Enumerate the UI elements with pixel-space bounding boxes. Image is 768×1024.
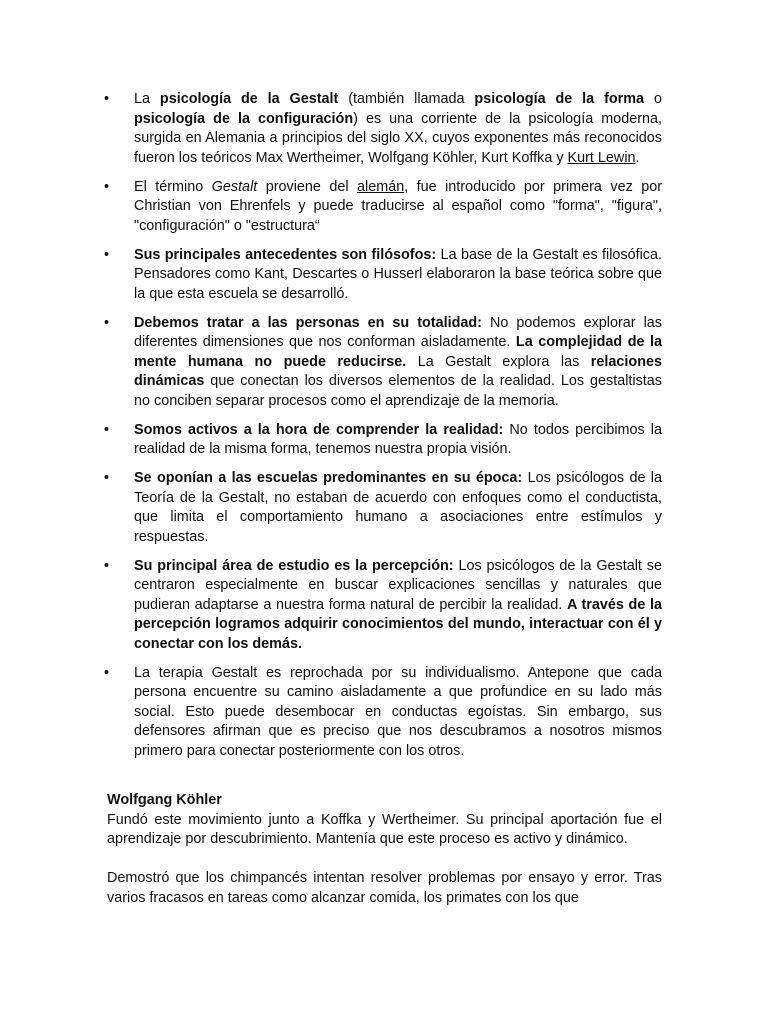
hyperlink-text[interactable]: Kurt Lewin bbox=[567, 149, 636, 166]
text-run: Somos activos a la hora de comprender la realidad: bbox=[134, 421, 504, 438]
text-run: El término bbox=[134, 178, 212, 195]
text-run: No todos percibimos la realidad de la misma forma, tenemos nuestra propia visión. bbox=[134, 421, 662, 457]
text-run: proviene del bbox=[257, 178, 357, 195]
list-item bbox=[0, 246, 768, 305]
text-run: Los psicólogos de la Gestalt se centraron especialmente en buscar explicaciones sencillas y naturales que pudieran adaptarse a nuestra forma natural de percibir la realidad. bbox=[134, 557, 662, 613]
list-item bbox=[0, 178, 768, 237]
section-paragraph: Demostró que los chimpancés intentan resolver problemas por ensayo y error. Tras varios fracasos en tareas como alcanzar comida, los primates con los que bbox=[107, 870, 662, 906]
text-run: ) es una corriente de la psicología moderna, surgida en Alemania a principios del siglo XX, cuyos exponentes más reconocidos fueron los teóricos Max Wertheimer, Wolfgang Köhler, Kurt Koffka y bbox=[134, 110, 662, 166]
text-run: Sus principales antecedentes son filósofos: bbox=[134, 246, 437, 263]
list-item bbox=[0, 314, 768, 412]
text-run: psicología de la Gestalt bbox=[159, 91, 339, 107]
bullet-icon: • bbox=[104, 470, 110, 486]
list-item bbox=[0, 664, 768, 762]
list-item bbox=[0, 557, 768, 655]
bullet-list bbox=[0, 90, 768, 771]
text-run: relaciones dinámicas bbox=[134, 353, 662, 389]
bullet-icon: • bbox=[104, 246, 110, 263]
bullet-icon: • bbox=[104, 664, 110, 681]
text-run: psicología de la forma bbox=[474, 91, 645, 107]
text-run: psicología de la configuración bbox=[134, 110, 354, 127]
section-title: Wolfgang Köhler bbox=[107, 792, 222, 808]
bullet-icon: • bbox=[104, 91, 110, 107]
bullet-icon: • bbox=[104, 557, 110, 574]
text-run: La bbox=[134, 91, 160, 107]
text-run: Gestalt bbox=[211, 178, 258, 195]
bullet-icon: • bbox=[104, 314, 110, 331]
list-item bbox=[0, 421, 768, 460]
text-run: La complejidad de la mente humana no puede reducirse. bbox=[134, 334, 663, 370]
bullet-icon: • bbox=[104, 421, 110, 438]
text-run: Se oponían a las escuelas predominantes en su época: bbox=[134, 470, 523, 486]
section-paragraph: Fundó este movimiento junto a Koffka y Wertheimer. Su principal aportación fue el aprendizaje por descubrimiento. Mantenía que este proceso es activo y dinámico. bbox=[107, 811, 662, 847]
text-run: Los psicólogos de la Teoría de la Gestalt, no estaban de acuerdo con enfoques como el conductista, que limita el comportamiento humano a asociaciones entre estímulos y respuestas. bbox=[134, 470, 663, 545]
text-run: A través de la percepción logramos adquirir conocimientos del mundo, interactuar con él y conectar con los demás. bbox=[134, 596, 662, 652]
text-run: La base de la Gestalt es filosófica. Pensadores como Kant, Descartes o Husserl elaboraron la base teórica sobre que la que esta escuela se desarrolló. bbox=[134, 246, 662, 302]
text-run: Debemos tratar a las personas en su totalidad: bbox=[134, 314, 482, 331]
kohler-section bbox=[107, 791, 662, 908]
text-run: que conectan los diversos elementos de la realidad. Los gestaltistas no conciben separar procesos como el aprendizaje de la memoria. bbox=[134, 373, 662, 409]
list-item bbox=[0, 469, 768, 547]
text-run: No podemos explorar las diferentes dimensiones que nos conforman aisladamente. bbox=[134, 314, 663, 350]
text-run: (también llamada bbox=[338, 91, 475, 107]
text-run: La Gestalt explora las bbox=[406, 353, 591, 370]
text-run: Su principal área de estudio es la percepción: bbox=[134, 557, 454, 574]
hyperlink-text[interactable]: alemán bbox=[357, 178, 405, 195]
text-run: . bbox=[635, 149, 640, 166]
text-run: , fue introducido por primera vez por Christian von Ehrenfels y puede traducirse al español como "forma", "figura", "configuración" o "estructura“ bbox=[134, 178, 663, 234]
text-run: La terapia Gestalt es reprochada por su individualismo. Antepone que cada persona encuentre su camino aisladamente a que profundice en su lado más social. Esto puede desembocar en conductas egoístas. Sin embargo, sus defensores afirman que es preciso que nos descubramos a nosotros mismos primero para conectar posteriormente con los otros. bbox=[134, 664, 662, 759]
bullet-icon: • bbox=[104, 178, 110, 195]
list-item bbox=[0, 90, 768, 168]
text-run: o bbox=[644, 91, 662, 107]
